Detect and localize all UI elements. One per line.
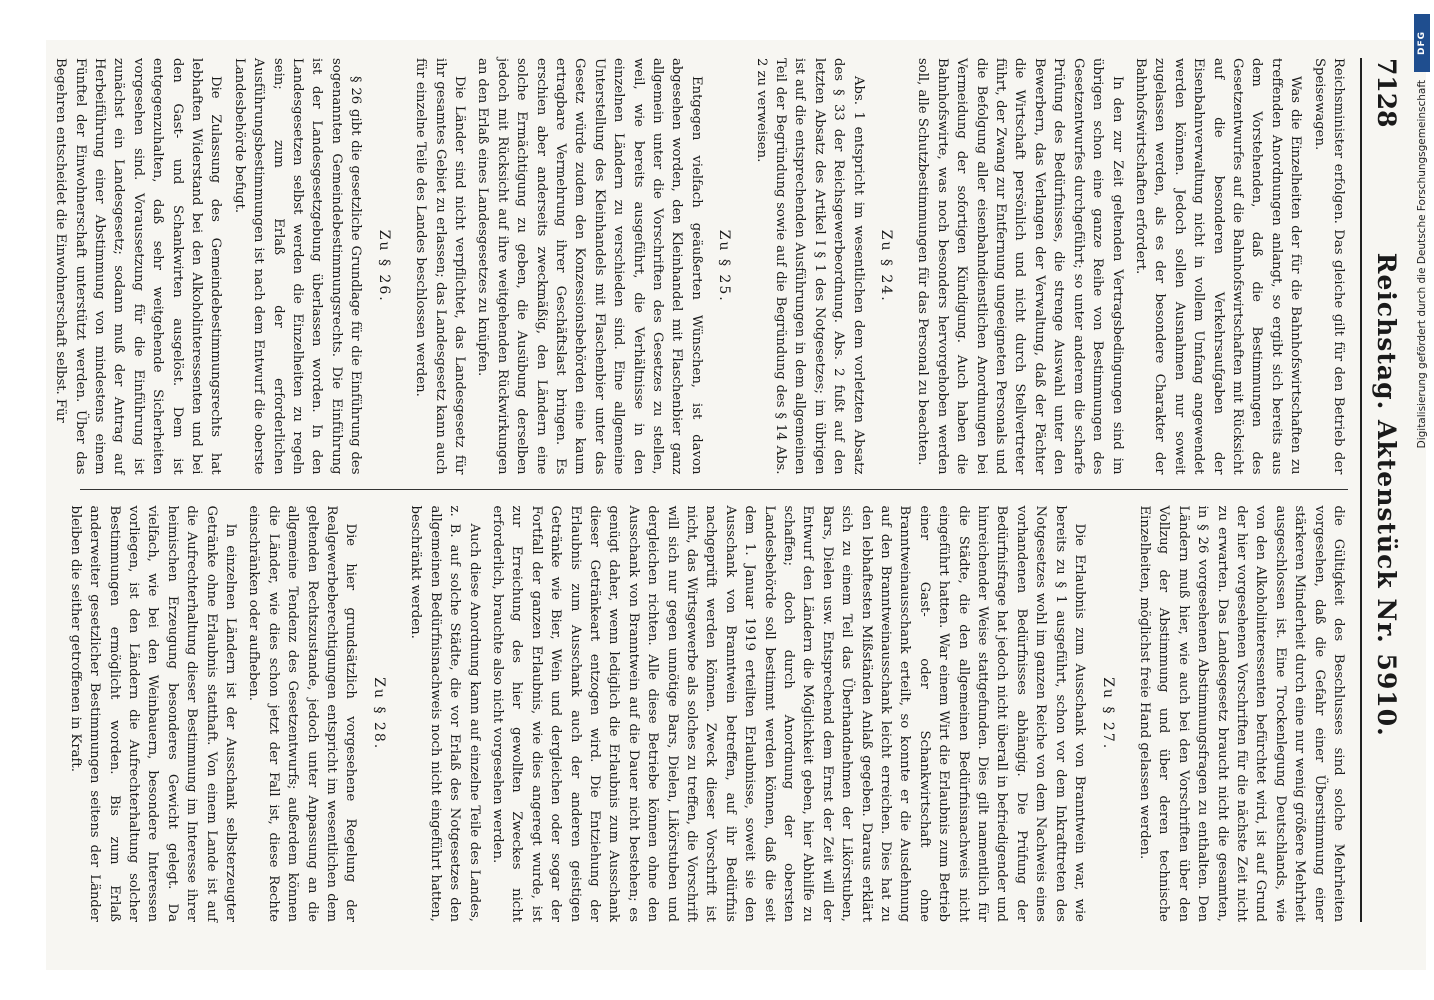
section-heading: Zu § 24.: [878, 229, 895, 303]
scanned-page-area: [46, 40, 1426, 970]
paragraph: Die Erlaubnis zum Ausschank von Branntwein war, wie bereits zu § 1 ausgeführt, schon vor dem Inkrafttreten des Notgesetzes wohl im ganzen Reiche von dem Nachweis eines vorhandenen Bedürfnisses abhängig. Die Prüfung der Bedürfnisfrage hat jedoch nicht überall in befriedigender und hinreichender Weise stattgefunden. Dies gilt namentlich für die Städte, die den allgemeinen Bedürfnisnachweis nicht eingeführt hatten. War einem Wirt die Erlaubnis zum Betrieb einer Gast- oder Schankwirtschaft ohne Branntweinausschank erteilt, so konnte er die Ausdehnung auf den Branntweinausschank leicht erreichen. Dies hat zu den lebhaftesten Mißständen Anlaß gegeben. Daraus erklärt sich zu einem Teil das Überhandnehmen der Likörstuben, Bars, Dielen usw. Entsprechend dem Ernst der Zeit will der Entwurf den Ländern die Möglichkeit geben, hier Abhilfe zu schaffen; doch durch Anordnung der obersten Landesbehörde soll bestimmt werden können, daß die seit dem 1. Januar 1919 erteilten Erlaubnisse, soweit sie den Ausschank von Branntwein betreffen, auf ihr Bedürfnis nachgeprüft werden können. Zweck dieser Vorschrift ist nicht, das Wirtsgewerbe als solches zu treffen, die Vorschrift will sich nur gegen unnötige Bars, Dielen, Likörstuben und dergleichen richten. Alle diese Betriebe können ohne den Ausschank von Branntwein auf die Dauer nicht bestehen; es genügt daher, wenn lediglich die Erlaubnis zum Ausschank dieser Getränkeart entzogen wird. Die Entziehung der Erlaubnis zum Ausschank auch der anderen geistigen Getränke wie Bier, Wein und dergleichen oder sogar der Fortfall der ganzen Erlaubnis, wie dies angeregt wurde, ist zur Erreichung des hier gewollten Zweckes nicht erforderlich, brauchte also nicht vorgesehen werden.: [489, 505, 1088, 922]
section-heading: Zu § 26.: [375, 229, 392, 303]
paragraph: In einzelnen Ländern ist der Ausschank selbsterzeugter Getränke ohne Erlaubnis statthaft. Von einem Lande ist auf die Aufrechterhaltung dieser Bestimmung im Interesse ihrer heimischen Erzeugung besonderes Gewicht gelegt. Da vielfach, wie bei den Weinbauern, besondere Interessen vorliegen, ist den Ländern die Aufrechterhaltung solcher Bestimmungen ermöglicht worden. Bis zum Erlaß anderweiter gesetzlicher Bestimmungen seitens der Länder bleiben die seither getroffenen in Kraft.: [67, 505, 239, 922]
section-heading: Zu § 27.: [1099, 677, 1116, 751]
paragraph: die Gültigkeit des Beschlusses sind solche Mehrheiten vorgesehen, daß die Gefahr einer Überstimmung einer stärkeren Minderheit durch eine nur wenig größere Mehrheit ausgeschlossen ist. Eine Trockenlegung Deutschlands, wie von den Alkoholinteressenten befürchtet wird, ist auf Grund der hier vorgesehenen Vorschriften für die nächste Zeit nicht zu erwarten. Das Landesgesetz braucht nicht die gesamten, in § 26 vorgesehenen Abstimmungsfragen zu enthalten. Den Ländern muß hier, wie auch bei den Vorschriften über den Vollzug der Abstimmung und über deren technische Einzelheiten, möglichst freie Hand gelassen werden.: [1136, 505, 1346, 922]
section-heading: Zu § 25.: [716, 229, 733, 303]
digitization-credit: [1412, 8, 1434, 998]
text-column-left: [53, 58, 1348, 490]
paragraph: Entgegen vielfach geäußerten Wünschen, ist davon abgesehen worden, den Kleinhandel mit Flaschenbier ganz allgemein unter die Vorschriften des Gesetzes zu stellen, weil, wie bereits ausgeführt, die Verhältnisse in den einzelnen Ländern zu verschieden sind. Eine allgemeine Unterstellung des Kleinhandels mit Flaschenbier unter das Gesetz würde zudem den Konzessionsbehörden eine kaum ertragbare Vermehrung ihrer Geschäftslast bringen. Es erschien aber anderseits zweckmäßig, den Ländern eine solche Ermächtigung zu geben, die Ausübung derselben jedoch mit Rücksicht auf ihre weitgehenden Rückwirkungen an den Erlaß eines Landesgesetzes zu knüpfen.: [475, 58, 704, 475]
paragraph: Die hier grundsätzlich vorgesehene Regelung der Realgewerbeberechtigungen entspricht im wesentlichen dem geltenden Rechtszustande, jedoch unter Anpassung an die allgemeine Tendenz des Gesetzentwurfs; außerdem können die Länder, wie dies schon jetzt der Fall ist, diese Rechte einschränken oder aufheben.: [246, 505, 359, 922]
paragraph: In den zur Zeit geltenden Vertragsbedingungen sind im übrigen schon eine ganze Reihe von Bestimmungen des Gesetzentwurfes durchgeführt; so unter anderem die scharfe Prüfung des Bedürfnisses, die strenge Auswahl unter den Bewerbern, das Verlangen der Verwaltung, daß der Pächter die Wirtschaft persönlich und nicht durch Stellvertreter führt, der Zwang zur Entfernung ungeeigneten Personals und die Befolgung aller eisenbahndienstlichen Anordnungen bei Vermeidung der sofortigen Kündigung. Auch haben die Bahnhofswirte, was noch besonders hervorgehoben werden soll, alle Schutzbestimmungen für das Personal zu beachten.: [915, 58, 1125, 475]
paragraph: Abs. 1 entspricht im wesentlichen dem vorletzten Absatz des § 33 der Reichsgewerbeordnung. Abs. 2 fußt auf den letzten Absatz des Artikel I § 1 des Notgesetzes; im übrigen ist auf die entsprechenden Ausführungen in dem allgemeinen Teil der Begründung sowie auf die Begründung des § 14 Abs. 2 zu verweisen.: [753, 58, 866, 475]
page-title: Reichstag. Aktenstück Nr. 5910.: [1372, 252, 1402, 737]
document-page: [53, 40, 1426, 940]
credit-text: Digitalisierung gefördert durch die Deutsche Forschungsgemeinschaft: [1416, 80, 1428, 449]
paragraph: Die Länder sind nicht verpflichtet, das Landesgesetz für ihr gesamtes Gebiet zu erlassen; das Landesgesetz kann auch für einzelne Teile des Landes beschlossen werden.: [413, 58, 467, 475]
section-heading: Zu § 28.: [370, 677, 387, 751]
paragraph: Reichsminister erfolgen. Das gleiche gilt für den Betrieb der Speisewagen.: [1311, 58, 1346, 475]
paragraph: Was die Einzelheiten der für die Bahnhofswirtschaften zu treffenden Anordnungen anlangt, so ergibt sich bereits aus dem Vorstehenden, daß die Bestimmungen des Gesetzentwurfes auf die Bahnhofswirtschaften mit Rücksicht auf die besonderen Verkehrsaufgaben der Eisenbahnverwaltung nicht in vollem Umfang angewendet werden können. Jedoch sollen Ausnahmen nur soweit zugelassen werden, als es der besondere Charakter der Bahnhofswirtschaften erfordert.: [1132, 58, 1304, 475]
page-number: 7128: [1372, 58, 1402, 128]
paragraph: Die Zulassung des Gemeindebestimmungsrechts hat lebhaften Widerstand bei den Alkoholinteressenten und bei den Gast- und Schankwirten ausgelöst. Dem ist entgegenzuhalten, daß sehr weitgehende Sicherheiten vorgesehen sind. Voraussetzung für die Einführung ist zunächst ein Landesgesetz; sodann muß der Antrag auf Herbeiführung einer Abstimmung von mindestens einem Fünftel der Einwohnerschaft unterstützt werden. Über das Begehren entscheidet die Einwohnerschaft selbst. Für: [53, 58, 224, 475]
text-column-right: [67, 505, 1348, 923]
paragraph: Auch diese Anordnung kann auf einzelne Teile des Landes, z. B. auf solche Städte, die vor Erlaß des Notgesetzes den allgemeinen Bedürfnisnachweis noch nicht eingeführt hatten, beschränkt werden.: [408, 505, 482, 922]
paragraph: § 26 gibt die gesetzliche Grundlage für die Einführung des sogenannten Gemeindebestimmungsrechts. Die Einführung ist der Landesgesetzgebung überlassen worden. In den Landesgesetzen selbst werden die Einzelheiten zu regeln sein; zum Erlaß der erforderlichen Ausführungsbestimmungen ist nach dem Entwurf die oberste Landesbehörde befugt.: [231, 58, 364, 475]
page-header: [1360, 58, 1412, 922]
dfg-logo: DFG: [1414, 14, 1430, 72]
